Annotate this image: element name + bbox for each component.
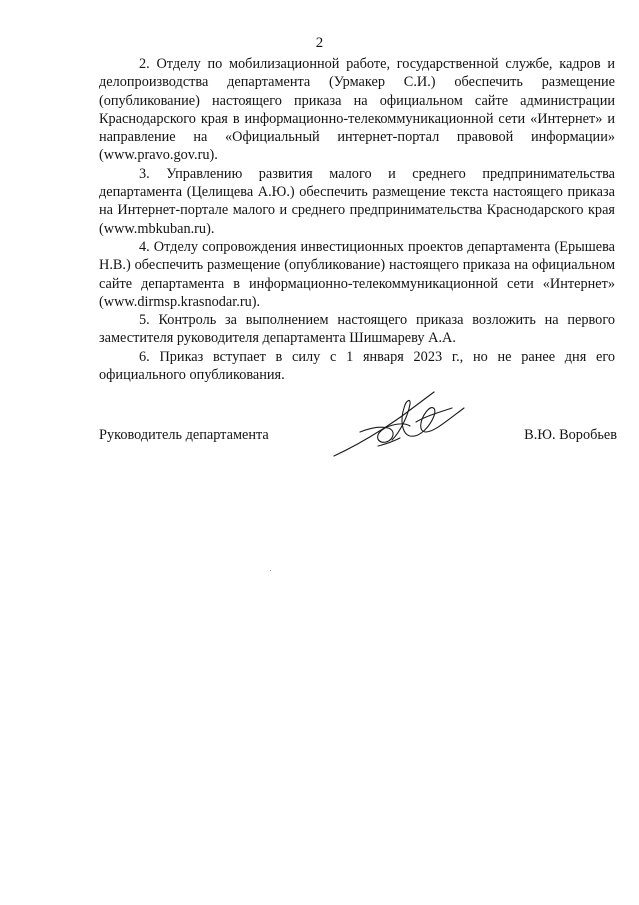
document-body (99, 55, 615, 384)
paragraph-6: 6. Приказ вступает в силу с 1 января 2023 г., но не ранее дня его официального опубликования. (99, 348, 615, 384)
paragraph-5: 5. Контроль за выполнением настоящего приказа возложить на первого заместителя руководителя департамента Шишмареву А.А. (99, 312, 615, 347)
page-number: 2 (315, 35, 324, 51)
signatory-position: Руководитель департамента (99, 427, 269, 443)
paragraph-3: 3. Управлению развития малого и среднего предпринимательства департамента (Целищева А.Ю.) обеспечить размещение текста настоящего приказа на Интернет-портале малого и среднего предпринимательства Краснодарского края (www.mbkuban.ru). (99, 165, 615, 237)
paragraph-2: 2. Отделу по мобилизационной работе, государственной службе, кадров и делопроизводства департамента (Урмакер С.И.) обеспечить размещение (опубликование) настоящего приказа на официальном сайте администрации Краснодарского края в информационно-телекоммуникационной сети «Интернет» и направление на «Официальный интернет-портал правовой информации» (www.pravo.gov.ru). (99, 56, 615, 164)
signatory-name: В.Ю. Воробьев (524, 427, 617, 443)
scan-speck (270, 570, 271, 571)
handwritten-signature (330, 386, 470, 466)
paragraph-4: 4. Отделу сопровождения инвестиционных проектов департамента (Ерышева Н.В.) обеспечить размещение (опубликование) настоящего приказа на официальном сайте департамента в информационно-телекоммуникационной сети «Интернет» (www.dirmsp.krasnodar.ru). (99, 238, 615, 310)
